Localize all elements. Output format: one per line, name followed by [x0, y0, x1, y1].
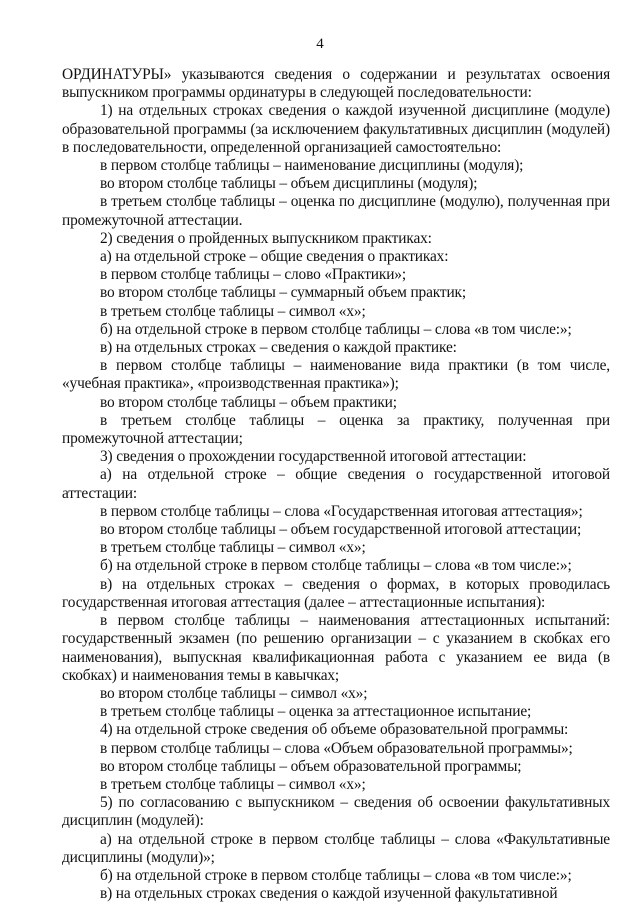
paragraph: в первом столбце таблицы – слова «Государственная итоговая аттестация»;: [100, 502, 583, 520]
paragraph: ОРДИНАТУРЫ» указываются сведения о содержании и результатах освоения выпускником программы ординатуры в следующей последовательности:: [62, 66, 610, 102]
paragraph: б) на отдельной строке в первом столбце таблицы – слова «в том числе:»;: [100, 866, 572, 884]
paragraph: б) на отдельной строке в первом столбце таблицы – слова «в том числе:»;: [100, 320, 572, 338]
paragraph: 5) по согласованию с выпускником – сведения об освоении факультативных дисциплин (модулей):: [62, 794, 610, 830]
paragraph: в третьем столбце таблицы – символ «х»;: [100, 539, 366, 557]
paragraph: в первом столбце таблицы – слова «Объем образовательной программы»;: [100, 739, 573, 757]
paragraph: в первом столбце таблицы – наименование вида практики (в том числе, «учебная практика», «производственная практика»);: [62, 357, 610, 393]
paragraph: во втором столбце таблицы – объем практики;: [100, 393, 397, 411]
paragraph: 2) сведения о пройденных выпускником практиках:: [100, 229, 432, 247]
paragraph: а) на отдельной строке – общие сведения о практиках:: [100, 248, 449, 266]
paragraph: во втором столбце таблицы – объем образовательной программы;: [100, 757, 522, 775]
document-body: [62, 66, 610, 903]
paragraph: в) на отдельных строках – сведения о каждой практике:: [100, 339, 457, 357]
paragraph: 4) на отдельной строке сведения об объеме образовательной программы:: [100, 721, 569, 739]
paragraph: в третьем столбце таблицы – оценка по дисциплине (модулю), полученная при промежуточной аттестации.: [62, 193, 610, 229]
paragraph: б) на отдельной строке в первом столбце таблицы – слова «в том числе:»;: [100, 557, 572, 575]
paragraph: в первом столбце таблицы – слово «Практики»;: [100, 266, 406, 284]
paragraph: а) на отдельной строке – общие сведения о государственной итоговой аттестации:: [62, 466, 610, 502]
paragraph: 1) на отдельных строках сведения о каждой изученной дисциплине (модуле) образовательной программы (за исключением факультативных дисциплин (модулей) в последовательности, определенной организацией самостоятельно:: [62, 102, 610, 156]
paragraph: во втором столбце таблицы – суммарный объем практик;: [100, 284, 466, 302]
paragraph: а) на отдельной строке в первом столбце таблицы – слова «Факультативные дисциплины (модули)»;: [62, 830, 610, 866]
paragraph: во втором столбце таблицы – объем дисциплины (модуля);: [100, 175, 478, 193]
paragraph: 3) сведения о прохождении государственной итоговой аттестации:: [100, 448, 527, 466]
paragraph: в третьем столбце таблицы – символ «х»;: [100, 775, 366, 793]
page-number: 4: [316, 36, 324, 52]
paragraph: в первом столбце таблицы – наименования аттестационных испытаний: государственный экзамен (по решению организации – с указанием в скобках его наименования), выпускная квалификационная работа с указанием ее вида (в скобках) и наименования темы в кавычках;: [62, 612, 610, 684]
paragraph: в третьем столбце таблицы – оценка за аттестационное испытание;: [100, 703, 532, 721]
paragraph: во втором столбце таблицы – объем государственной итоговой аттестации;: [100, 521, 582, 539]
paragraph: в первом столбце таблицы – наименование дисциплины (модуля);: [100, 157, 524, 175]
paragraph: во втором столбце таблицы – символ «х»;: [100, 684, 368, 702]
paragraph: в) на отдельных строках – сведения о формах, в которых проводилась государственная итоговая аттестация (далее – аттестационные испытания):: [62, 575, 610, 611]
paragraph: в) на отдельных строках сведения о каждой изученной факультативной: [100, 885, 558, 903]
paragraph: в третьем столбце таблицы – символ «х»;: [100, 302, 366, 320]
paragraph: в третьем столбце таблицы – оценка за практику, полученная при промежуточной аттестации;: [62, 411, 610, 448]
